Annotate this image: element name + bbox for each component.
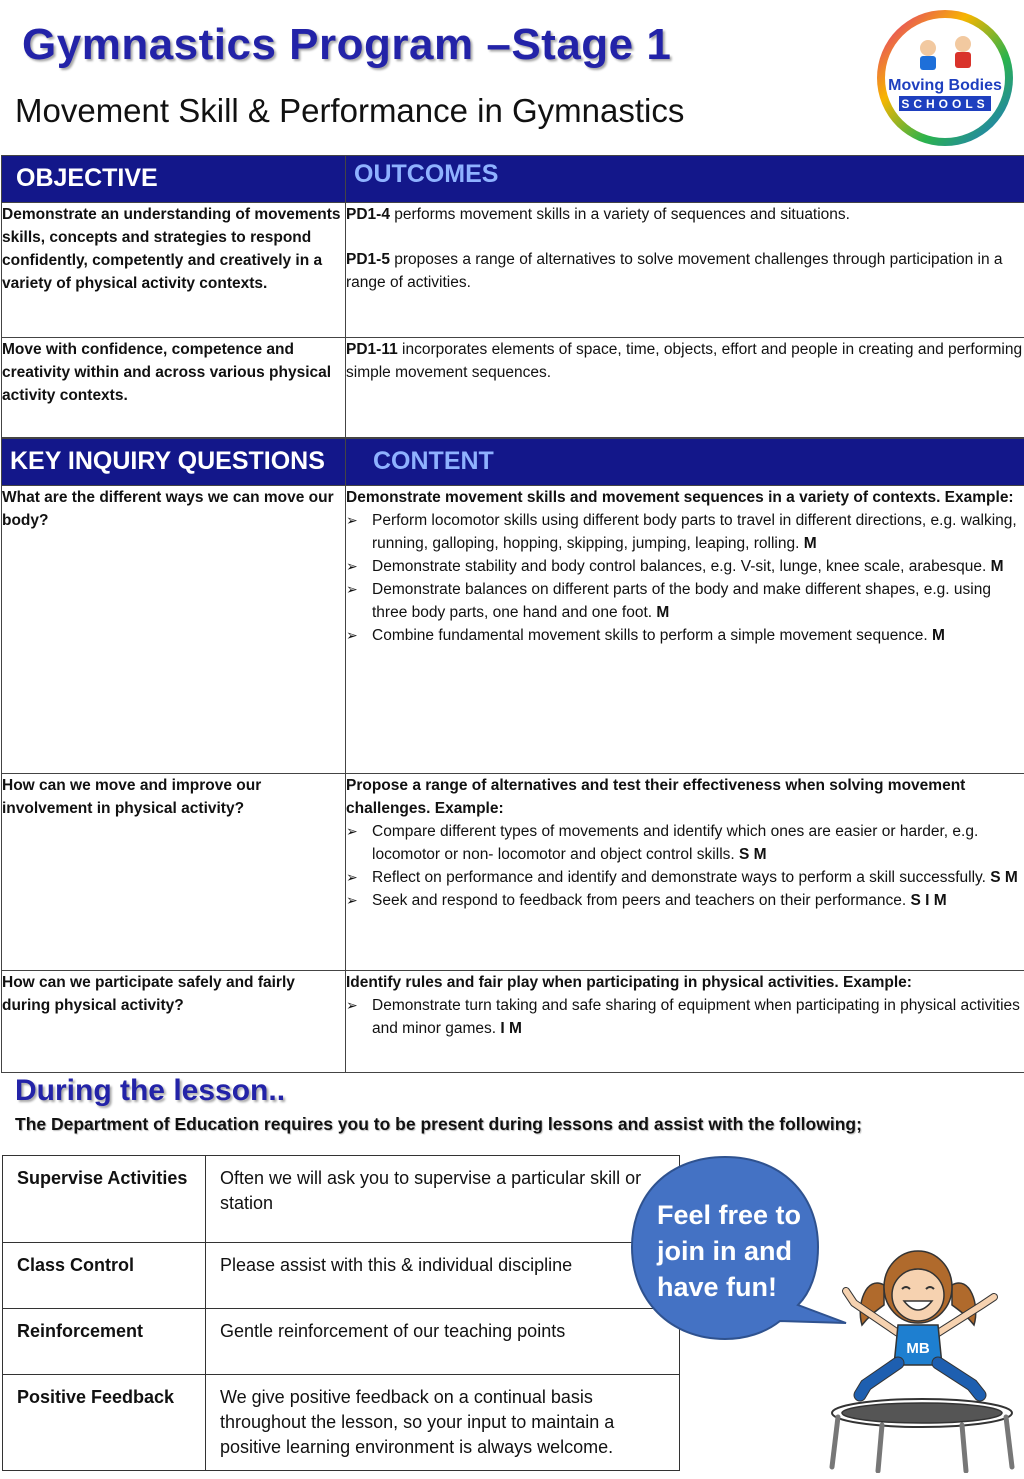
content-cell [346,971,1024,1073]
assistance-table [2,1155,680,1471]
strand-tag: S I M [910,892,947,909]
page-title: Gymnastics Program –Stage 1 [22,20,672,69]
table-row [3,1243,680,1309]
logo-text-top: Moving Bodies [888,77,1002,94]
list-item: ➢ Demonstrate balances on different parts of the body and make different shapes, e.g. using three body parts, one hand and one foot. M [346,578,1024,624]
content-cell [346,774,1024,971]
assist-text: We give positive feedback on a continual basis throughout the lesson, so your input to maintain a positive learning environment is always welcome. [206,1375,680,1471]
inquiry-header: KEY INQUIRY QUESTIONS [2,439,346,486]
table-row [2,486,1024,774]
gymnast-on-trampoline-illustration [826,1245,1018,1473]
shirt-text: MB [906,1340,930,1357]
inquiry-question: How can we move and improve our involvement in physical activity? [2,774,346,971]
list-item: ➢ Demonstrate stability and body control balances, e.g. V-sit, lunge, knee scale, arabesque. M [346,555,1024,578]
strand-tag: M [931,627,945,644]
outcome-code: PD1-11 [346,341,398,358]
table-row [2,203,1024,338]
list-item: ➢ Reflect on performance and identify and demonstrate ways to perform a skill successfully. S M [346,866,1024,889]
inquiry-question: What are the different ways we can move our body? [2,486,346,774]
outcomes-header: OUTCOMES [346,156,1024,203]
strand-tag: M [656,604,670,621]
list-item: ➢ Compare different types of movements and identify which ones are easier or harder, e.g. locomotor or non- locomotor and object control skills. S M [346,820,1024,866]
outcomes-cell [346,338,1024,438]
table-row [3,1375,680,1471]
objective-header: OBJECTIVE [2,156,346,203]
assist-label: Class Control [3,1243,206,1309]
outcomes-cell [346,203,1024,338]
outcome-text: proposes a range of alternatives to solve movement challenges through participation in a range of activities. [346,251,1003,291]
content-intro: Propose a range of alternatives and test their effectiveness when solving movement challenges. Example: [346,777,966,817]
table-row [3,1309,680,1375]
strand-tag: S M [739,846,767,863]
content-intro: Demonstrate movement skills and movement sequences in a variety of contexts. Example: [346,489,1014,506]
outcome-text: incorporates elements of space, time, objects, effort and people in creating and performing simple movement sequences. [346,341,1023,381]
assist-label: Reinforcement [3,1309,206,1375]
objective-text: Demonstrate an understanding of movements skills, concepts and strategies to respond confidently, competently and creatively in a variety of physical activity contexts. [2,203,346,338]
inquiry-table [1,438,1024,1073]
moving-bodies-logo [868,4,1018,150]
list-item: ➢ Demonstrate turn taking and safe sharing of equipment when participating in physical activities and minor games. I M [346,994,1024,1040]
table-row [2,971,1024,1073]
content-header: CONTENT [346,439,1024,486]
strand-tag: I M [500,1020,522,1037]
during-lesson-title: During the lesson.. [15,1074,286,1107]
outcome-code: PD1-4 [346,206,390,223]
content-cell [346,486,1024,774]
table-row [2,774,1024,971]
list-item: ➢ Combine fundamental movement skills to perform a simple movement sequence. M [346,624,1024,647]
during-lesson-subtitle: The Department of Education requires you to be present during lessons and assist with the following; [15,1114,862,1134]
logo-text-bottom: SCHOOLS [901,97,989,111]
assist-text: Please assist with this & individual discipline [206,1243,680,1309]
table-row [2,338,1024,438]
bubble-text: Feel free to join in and have fun! [657,1200,802,1302]
assist-text: Gentle reinforcement of our teaching points [206,1309,680,1375]
page-subtitle: Movement Skill & Performance in Gymnastics [15,92,685,129]
objectives-table [1,155,1024,438]
objective-text: Move with confidence, competence and creativity within and across various physical activity contexts. [2,338,346,438]
strand-tag: S M [990,869,1018,886]
inquiry-question: How can we participate safely and fairly during physical activity? [2,971,346,1073]
table-row [3,1156,680,1243]
content-intro: Identify rules and fair play when participating in physical activities. Example: [346,974,912,991]
outcome-code: PD1-5 [346,251,390,268]
assist-label: Supervise Activities [3,1156,206,1243]
assist-text: Often we will ask you to supervise a particular skill or station [206,1156,680,1243]
strand-tag: M [803,535,817,552]
assist-label: Positive Feedback [3,1375,206,1471]
list-item: ➢ Perform locomotor skills using different body parts to travel in different directions, e.g. walking, running, galloping, hopping, skipping, jumping, leaping, rolling. M [346,509,1024,555]
strand-tag: M [990,558,1004,575]
list-item: ➢ Seek and respond to feedback from peers and teachers on their performance. S I M [346,889,1024,912]
outcome-text: performs movement skills in a variety of sequences and situations. [389,206,850,223]
